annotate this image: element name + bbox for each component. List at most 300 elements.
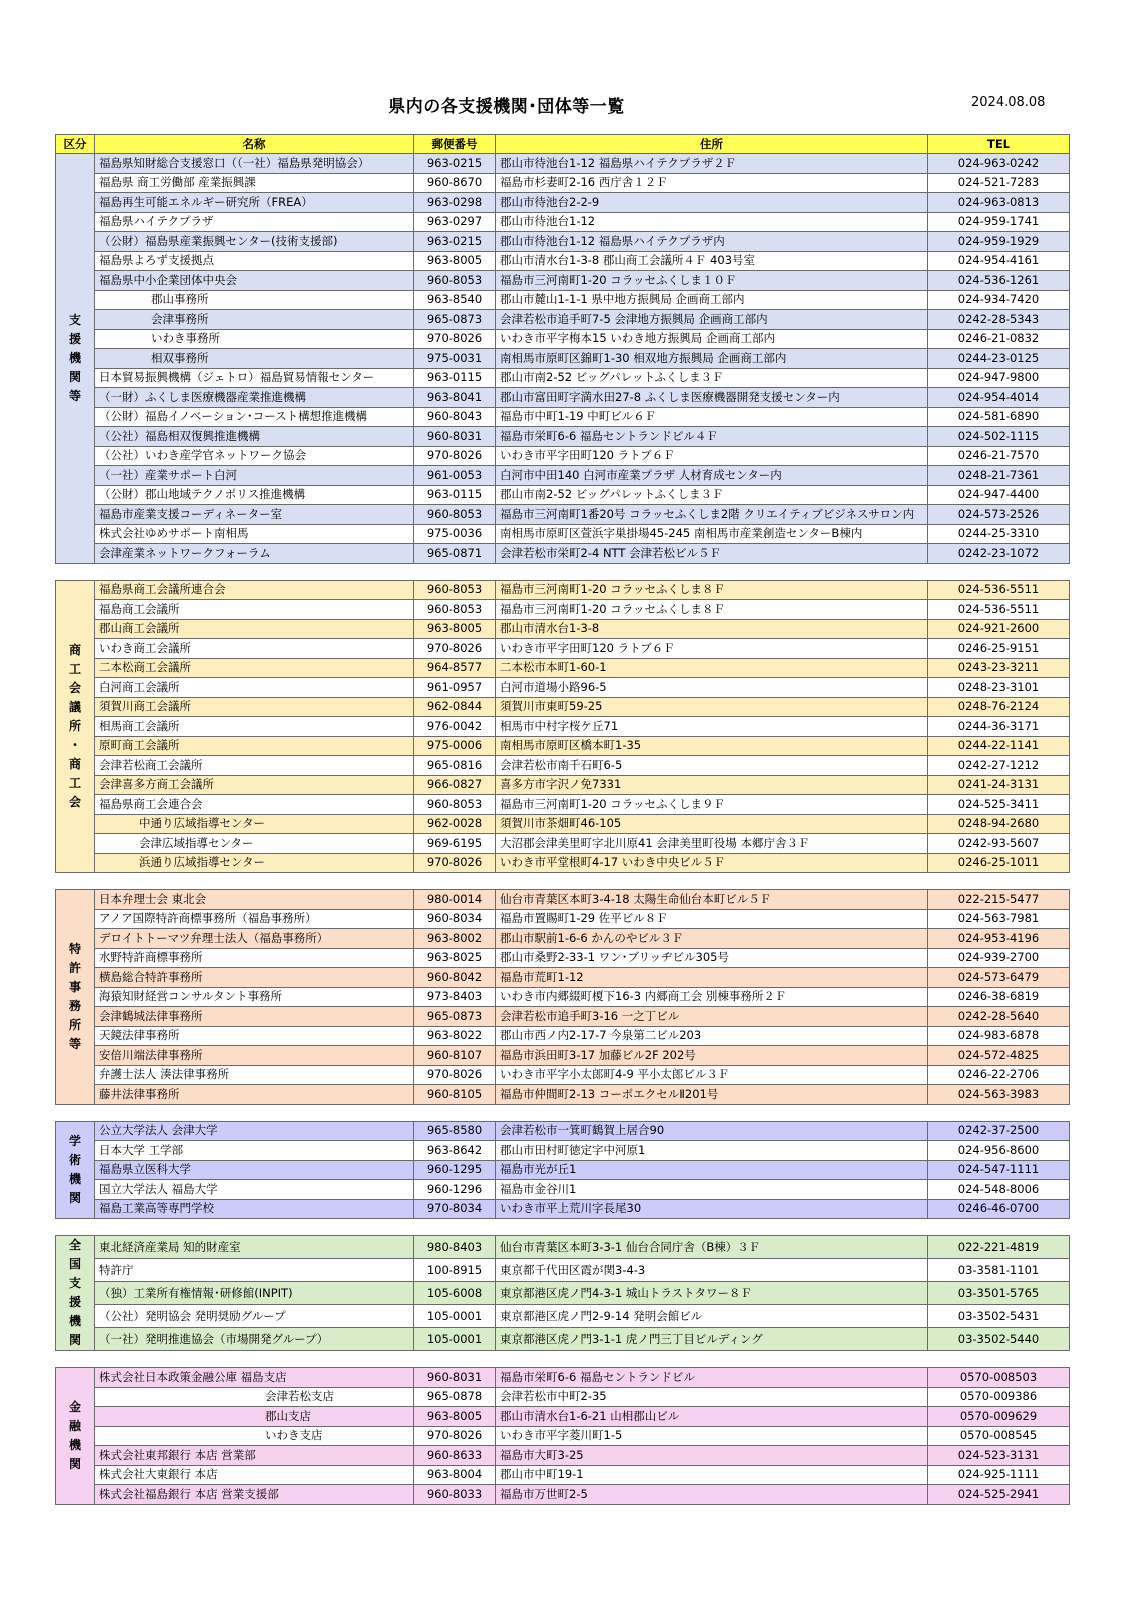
zip-cell: 960-8031 [414, 427, 496, 447]
org-name-cell: （公財）福島イノベーション･コースト構想推進機構 [95, 407, 414, 427]
org-name-cell: 株式会社福島銀行 本店 営業支援部 [95, 1485, 414, 1505]
address-cell: 東京都港区虎ノ門2-9-14 発明会館ビル [496, 1305, 928, 1328]
table-row [56, 678, 1070, 698]
tel-cell: 0244-22-1141 [928, 736, 1070, 756]
org-name-cell: デロイトトーマツ弁理士法人（福島事務所） [95, 929, 414, 949]
tel-cell: 03-3581-1101 [928, 1259, 1070, 1282]
table-row [56, 736, 1070, 756]
address-cell: 郡山市富田町字満水田27-8 ふくしま医療機器開発支援センター内 [496, 388, 928, 408]
address-cell: 須賀川市茶畑町46-105 [496, 814, 928, 834]
table-row [56, 368, 1070, 388]
zip-cell: 980-8403 [414, 1236, 496, 1259]
table-row [56, 271, 1070, 291]
table-row [56, 717, 1070, 737]
org-name-cell: （公社）発明協会 発明奨励グループ [95, 1305, 414, 1328]
org-name-cell: 株式会社大東銀行 本店 [95, 1465, 414, 1485]
tel-cell: 024-525-2941 [928, 1485, 1070, 1505]
table-row [56, 987, 1070, 1007]
org-name-cell: 弁護士法人 湊法律事務所 [95, 1065, 414, 1085]
tel-cell: 0248-21-7361 [928, 466, 1070, 486]
tel-cell: 0246-38-6819 [928, 987, 1070, 1007]
zip-cell: 965-0873 [414, 310, 496, 330]
address-cell: いわき市平堂根町4-17 いわき中央ビル５Ｆ [496, 853, 928, 873]
address-cell: いわき市平字小太郎町4-9 平小太郎ビル３Ｆ [496, 1065, 928, 1085]
org-name-cell: 福島商工会議所 [95, 600, 414, 620]
address-cell: 郡山市駅前1-6-6 かんのやビル３Ｆ [496, 929, 928, 949]
zip-cell: 963-8005 [414, 619, 496, 639]
table-body [56, 154, 1070, 1505]
org-name-cell: 中通り広域指導センター [95, 814, 414, 834]
zip-cell: 975-0036 [414, 524, 496, 544]
table-row [56, 232, 1070, 252]
zip-cell: 976-0042 [414, 717, 496, 737]
org-name-cell: 日本大学 工学部 [95, 1141, 414, 1161]
tel-cell: 0570-008503 [928, 1368, 1070, 1388]
table-row [56, 1065, 1070, 1085]
tel-cell: 024-947-4400 [928, 485, 1070, 505]
org-name-cell: 安倍川端法律事務所 [95, 1046, 414, 1066]
zip-cell: 963-8022 [414, 1026, 496, 1046]
zip-cell: 961-0053 [414, 466, 496, 486]
zip-cell: 960-8105 [414, 1085, 496, 1105]
zip-cell: 962-0028 [414, 814, 496, 834]
table-row [56, 1121, 1070, 1141]
zip-cell: 960-8053 [414, 580, 496, 600]
address-cell: 二本松市本町1-60-1 [496, 658, 928, 678]
zip-cell: 975-0006 [414, 736, 496, 756]
org-name-cell: （公社）いわき産学官ネットワーク協会 [95, 446, 414, 466]
header-row [56, 135, 1070, 154]
org-name-cell: 横島総合特許事務所 [95, 968, 414, 988]
zip-cell: 970-8026 [414, 1426, 496, 1446]
tel-cell: 022-221-4819 [928, 1236, 1070, 1259]
address-cell: 会津若松市栄町2-4 NTT 会津若松ビル５Ｆ [496, 544, 928, 564]
org-name-cell: 国立大学法人 福島大学 [95, 1180, 414, 1200]
org-name-cell: いわき支店 [95, 1426, 414, 1446]
org-name-cell: 福島県 商工労働部 産業振興課 [95, 173, 414, 193]
zip-cell: 960-1295 [414, 1160, 496, 1180]
address-cell: 東京都千代田区霞が関3-4-3 [496, 1259, 928, 1282]
zip-cell: 105-0001 [414, 1328, 496, 1351]
table-row [56, 775, 1070, 795]
category-cell: 学 術 機 関 [56, 1121, 95, 1219]
table-row [56, 485, 1070, 505]
tel-cell: 0248-23-3101 [928, 678, 1070, 698]
table-row [56, 1426, 1070, 1446]
tel-cell: 0241-24-3131 [928, 775, 1070, 795]
section-spacer [56, 1104, 1070, 1121]
org-name-cell: 水野特許商標事務所 [95, 948, 414, 968]
table-row [56, 154, 1070, 174]
tel-cell: 024-502-1115 [928, 427, 1070, 447]
tel-cell: 024-547-1111 [928, 1160, 1070, 1180]
category-cell: 金 融 機 関 [56, 1368, 95, 1505]
table-row [56, 407, 1070, 427]
address-cell: 郡山市南2-52 ビッグパレットふくしま３Ｆ [496, 485, 928, 505]
zip-cell: 105-6008 [414, 1282, 496, 1305]
zip-cell: 964-8577 [414, 658, 496, 678]
org-name-cell: 福島工業高等専門学校 [95, 1199, 414, 1219]
tel-cell: 0242-27-1212 [928, 756, 1070, 776]
table-row [56, 349, 1070, 369]
zip-cell: 970-8026 [414, 853, 496, 873]
table-row [56, 427, 1070, 447]
address-cell: 福島市中町1-19 中町ビル６Ｆ [496, 407, 928, 427]
table-row [56, 890, 1070, 910]
address-cell: 福島市仲間町2-13 コーポエクセルⅡ201号 [496, 1085, 928, 1105]
table-row [56, 834, 1070, 854]
zip-cell: 965-8580 [414, 1121, 496, 1141]
table-row [56, 388, 1070, 408]
org-name-cell: 郡山商工会議所 [95, 619, 414, 639]
table-row [56, 466, 1070, 486]
tel-cell: 024-954-4161 [928, 251, 1070, 271]
zip-cell: 960-8053 [414, 795, 496, 815]
zip-cell: 963-0115 [414, 368, 496, 388]
address-cell: 郡山市麓山1-1-1 県中地方振興局 企画商工部内 [496, 290, 928, 310]
tel-cell: 024-525-3411 [928, 795, 1070, 815]
org-name-cell: （一社）産業サポート白河 [95, 466, 414, 486]
table-row [56, 1465, 1070, 1485]
tel-cell: 0244-23-0125 [928, 349, 1070, 369]
table-row [56, 1259, 1070, 1282]
zip-cell: 965-0878 [414, 1387, 496, 1407]
zip-cell: 960-8033 [414, 1485, 496, 1505]
address-cell: 須賀川市東町59-25 [496, 697, 928, 717]
section-spacer [56, 1219, 1070, 1236]
address-cell: 郡山市中町19-1 [496, 1465, 928, 1485]
org-name-cell: 福島県よろず支援拠点 [95, 251, 414, 271]
directory-table-container [55, 134, 1069, 1505]
address-cell: 福島市大町3-25 [496, 1446, 928, 1466]
org-name-cell: アノア国際特許商標事務所（福島事務所） [95, 909, 414, 929]
zip-cell: 970-8026 [414, 446, 496, 466]
table-row [56, 795, 1070, 815]
zip-cell: 960-8107 [414, 1046, 496, 1066]
zip-cell: 963-8005 [414, 1407, 496, 1427]
table-row [56, 1141, 1070, 1161]
tel-cell: 0243-23-3211 [928, 658, 1070, 678]
address-cell: いわき市内郷綴町榎下16-3 内郷商工会 別棟事務所２Ｆ [496, 987, 928, 1007]
category-cell: 商 工 会 議 所 ・ 商 工 会 [56, 580, 95, 873]
zip-cell: 965-0873 [414, 1007, 496, 1027]
zip-cell: 960-8670 [414, 173, 496, 193]
zip-cell: 960-8031 [414, 1368, 496, 1388]
tel-cell: 0242-23-1072 [928, 544, 1070, 564]
tel-cell: 0242-28-5343 [928, 310, 1070, 330]
tel-cell: 024-536-5511 [928, 600, 1070, 620]
zip-cell: 960-8633 [414, 1446, 496, 1466]
zip-cell: 963-0115 [414, 485, 496, 505]
address-cell: 福島市光が丘1 [496, 1160, 928, 1180]
tel-cell: 0246-21-7570 [928, 446, 1070, 466]
zip-cell: 960-8034 [414, 909, 496, 929]
table-row [56, 1199, 1070, 1219]
address-cell: 郡山市待池台1-12 福島県ハイテクプラザ内 [496, 232, 928, 252]
zip-cell: 960-8053 [414, 505, 496, 525]
tel-cell: 0570-008545 [928, 1426, 1070, 1446]
table-row [56, 446, 1070, 466]
org-name-cell: 藤井法律事務所 [95, 1085, 414, 1105]
table-row [56, 1328, 1070, 1351]
address-cell: いわき市平字田町120 ラトブ６Ｆ [496, 446, 928, 466]
org-name-cell: （独）工業所有権情報･研修館(INPIT) [95, 1282, 414, 1305]
address-cell: 会津若松市中町2-35 [496, 1387, 928, 1407]
tel-cell: 0242-93-5607 [928, 834, 1070, 854]
org-name-cell: 郡山支店 [95, 1407, 414, 1427]
address-cell: 会津若松市南千石町6-5 [496, 756, 928, 776]
address-cell: いわき市平字梅本15 いわき地方振興局 企画商工部内 [496, 329, 928, 349]
address-cell: 福島市栄町6-6 福島セントランドビル４Ｆ [496, 427, 928, 447]
address-cell: 福島市三河南町1番20号 コラッセふくしま2階 クリエイティブビジネスサロン内 [496, 505, 928, 525]
zip-cell: 963-8005 [414, 251, 496, 271]
tel-cell: 0242-37-2500 [928, 1121, 1070, 1141]
table-row [56, 544, 1070, 564]
org-name-cell: （公財）福島県産業振興センター(技術支援部) [95, 232, 414, 252]
table-row [56, 1180, 1070, 1200]
table-row [56, 1007, 1070, 1027]
address-cell: 郡山市西ノ内2-17-7 今泉第二ビル203 [496, 1026, 928, 1046]
address-cell: 福島市金谷川1 [496, 1180, 928, 1200]
org-name-cell: 日本弁理士会 東北会 [95, 890, 414, 910]
table-row [56, 929, 1070, 949]
table-row [56, 1485, 1070, 1505]
tel-cell: 024-563-3983 [928, 1085, 1070, 1105]
zip-cell: 105-0001 [414, 1305, 496, 1328]
table-row [56, 1368, 1070, 1388]
table-row [56, 505, 1070, 525]
zip-cell: 963-8004 [414, 1465, 496, 1485]
zip-cell: 973-8403 [414, 987, 496, 1007]
zip-cell: 970-8026 [414, 1065, 496, 1085]
header-tel: TEL [928, 135, 1070, 154]
table-row [56, 310, 1070, 330]
org-name-cell: 福島県知財総合支援窓口（（一社）福島県発明協会） [95, 154, 414, 174]
address-cell: 福島市荒町1-12 [496, 968, 928, 988]
tel-cell: 0242-28-5640 [928, 1007, 1070, 1027]
table-row [56, 1407, 1070, 1427]
address-cell: 福島市三河南町1-20 コラッセふくしま１０Ｆ [496, 271, 928, 291]
zip-cell: 963-0215 [414, 154, 496, 174]
tel-cell: 0248-76-2124 [928, 697, 1070, 717]
tel-cell: 024-953-4196 [928, 929, 1070, 949]
address-cell: 相馬市中村字桜ケ丘71 [496, 717, 928, 737]
table-row [56, 909, 1070, 929]
org-name-cell: いわき商工会議所 [95, 639, 414, 659]
org-name-cell: （一財）ふくしま医療機器産業推進機構 [95, 388, 414, 408]
tel-cell: 024-521-7283 [928, 173, 1070, 193]
org-name-cell: 福島市産業支援コーディネーター室 [95, 505, 414, 525]
address-cell: 郡山市清水台1-3-8 [496, 619, 928, 639]
tel-cell: 024-573-2526 [928, 505, 1070, 525]
section-spacer [56, 873, 1070, 890]
zip-cell: 963-0298 [414, 193, 496, 213]
zip-cell: 960-8043 [414, 407, 496, 427]
table-row [56, 600, 1070, 620]
zip-cell: 965-0816 [414, 756, 496, 776]
address-cell: 東京都港区虎ノ門4-3-1 城山トラストタワー８Ｆ [496, 1282, 928, 1305]
zip-cell: 970-8026 [414, 329, 496, 349]
org-name-cell: 海猿知財経営コンサルタント事務所 [95, 987, 414, 1007]
org-name-cell: 会津喜多方商工会議所 [95, 775, 414, 795]
address-cell: 郡山市待池台2-2-9 [496, 193, 928, 213]
tel-cell: 03-3502-5440 [928, 1328, 1070, 1351]
zip-cell: 980-0014 [414, 890, 496, 910]
tel-cell: 03-3501-5765 [928, 1282, 1070, 1305]
category-cell: 全 国 支 援 機 関 [56, 1236, 95, 1351]
org-name-cell: 特許庁 [95, 1259, 414, 1282]
table-row [56, 524, 1070, 544]
address-cell: 福島市栄町6-6 福島セントランドビル [496, 1368, 928, 1388]
tel-cell: 0248-94-2680 [928, 814, 1070, 834]
zip-cell: 962-0844 [414, 697, 496, 717]
table-row [56, 948, 1070, 968]
org-name-cell: 会津事務所 [95, 310, 414, 330]
address-cell: 福島市浜田町3-17 加藤ビル2F 202号 [496, 1046, 928, 1066]
address-cell: 仙台市青葉区本町3-4-18 太陽生命仙台本町ビル５Ｆ [496, 890, 928, 910]
zip-cell: 970-8026 [414, 639, 496, 659]
table-row [56, 251, 1070, 271]
address-cell: 南相馬市原町区橋本町1-35 [496, 736, 928, 756]
tel-cell: 024-963-0813 [928, 193, 1070, 213]
tel-cell: 024-581-6890 [928, 407, 1070, 427]
category-cell: 特 許 事 務 所 等 [56, 890, 95, 1105]
tel-cell: 024-983-6878 [928, 1026, 1070, 1046]
address-cell: 郡山市清水台1-3-8 郡山商工会議所４Ｆ 403号室 [496, 251, 928, 271]
address-cell: 郡山市桑野2-33-1 ワン･ブリッヂビル305号 [496, 948, 928, 968]
table-row [56, 853, 1070, 873]
zip-cell: 963-8002 [414, 929, 496, 949]
zip-cell: 963-8025 [414, 948, 496, 968]
address-cell: 福島市三河南町1-20 コラッセふくしま９Ｆ [496, 795, 928, 815]
org-name-cell: 東北経済産業局 知的財産室 [95, 1236, 414, 1259]
address-cell: 大沼郡会津美里町字北川原41 会津美里町役場 本郷庁舎３Ｆ [496, 834, 928, 854]
table-row [56, 290, 1070, 310]
zip-cell: 963-8540 [414, 290, 496, 310]
zip-cell: 960-8042 [414, 968, 496, 988]
org-name-cell: （公財）郡山地域テクノポリス推進機構 [95, 485, 414, 505]
section-spacer [56, 563, 1070, 580]
org-name-cell: 福島県中小企業団体中央会 [95, 271, 414, 291]
tel-cell: 024-536-1261 [928, 271, 1070, 291]
address-cell: 白河市中田140 白河市産業プラザ 人材育成センター内 [496, 466, 928, 486]
address-cell: いわき市平字菱川町1-5 [496, 1426, 928, 1446]
table-row [56, 1046, 1070, 1066]
zip-cell: 963-0215 [414, 232, 496, 252]
tel-cell: 0570-009386 [928, 1387, 1070, 1407]
table-row [56, 173, 1070, 193]
address-cell: 東京都港区虎ノ門3-1-1 虎ノ門三丁目ビルディング [496, 1328, 928, 1351]
org-name-cell: 福島県商工会議所連合会 [95, 580, 414, 600]
org-name-cell: 株式会社ゆめサポート南相馬 [95, 524, 414, 544]
tel-cell: 024-572-4825 [928, 1046, 1070, 1066]
table-row [56, 1282, 1070, 1305]
table-row [56, 756, 1070, 776]
zip-cell: 961-0957 [414, 678, 496, 698]
org-name-cell: 会津鶴城法律事務所 [95, 1007, 414, 1027]
address-cell: 福島市三河南町1-20 コラッセふくしま８Ｆ [496, 580, 928, 600]
header-zip: 郵便番号 [414, 135, 496, 154]
address-cell: 会津若松市追手町7-5 会津地方振興局 企画商工部内 [496, 310, 928, 330]
org-name-cell: （一社）発明推進協会（市場開発グループ） [95, 1328, 414, 1351]
header-category: 区分 [56, 135, 95, 154]
zip-cell: 969-6195 [414, 834, 496, 854]
table-row [56, 619, 1070, 639]
org-name-cell: 天鏡法律事務所 [95, 1026, 414, 1046]
address-cell: 郡山市待池台1-12 福島県ハイテクプラザ２Ｆ [496, 154, 928, 174]
tel-cell: 0244-36-3171 [928, 717, 1070, 737]
address-cell: 喜多方市字沢ノ免7331 [496, 775, 928, 795]
address-cell: いわき市平上荒川字長尾30 [496, 1199, 928, 1219]
tel-cell: 024-921-2600 [928, 619, 1070, 639]
address-cell: いわき市平字田町120 ラトブ６Ｆ [496, 639, 928, 659]
tel-cell: 0570-009629 [928, 1407, 1070, 1427]
table-row [56, 1236, 1070, 1259]
address-cell: 福島市置賜町1-29 佐平ビル８Ｆ [496, 909, 928, 929]
address-cell: 福島市万世町2-5 [496, 1485, 928, 1505]
tel-cell: 024-925-1111 [928, 1465, 1070, 1485]
org-name-cell: 浜通り広域指導センター [95, 853, 414, 873]
tel-cell: 0246-25-1011 [928, 853, 1070, 873]
tel-cell: 03-3502-5431 [928, 1305, 1070, 1328]
zip-cell: 100-8915 [414, 1259, 496, 1282]
tel-cell: 024-536-5511 [928, 580, 1070, 600]
address-cell: 仙台市青葉区本町3-3-1 仙台合同庁舎（B棟）３Ｆ [496, 1236, 928, 1259]
zip-cell: 960-1296 [414, 1180, 496, 1200]
zip-cell: 960-8053 [414, 271, 496, 291]
table-row [56, 639, 1070, 659]
table-row [56, 1305, 1070, 1328]
table-row [56, 329, 1070, 349]
org-name-cell: 会津若松支店 [95, 1387, 414, 1407]
zip-cell: 963-0297 [414, 212, 496, 232]
table-row [56, 580, 1070, 600]
tel-cell: 0246-25-9151 [928, 639, 1070, 659]
org-name-cell: 二本松商工会議所 [95, 658, 414, 678]
tel-cell: 024-959-1929 [928, 232, 1070, 252]
address-cell: 南相馬市原町区萱浜字巣掛場45-245 南相馬市産業創造センターB棟内 [496, 524, 928, 544]
address-cell: 会津若松市一箕町鶴賀上居合90 [496, 1121, 928, 1141]
tel-cell: 0246-22-2706 [928, 1065, 1070, 1085]
table-row [56, 193, 1070, 213]
zip-cell: 966-0827 [414, 775, 496, 795]
tel-cell: 0244-25-3310 [928, 524, 1070, 544]
tel-cell: 024-573-6479 [928, 968, 1070, 988]
tel-cell: 024-548-8006 [928, 1180, 1070, 1200]
org-name-cell: 福島県商工会連合会 [95, 795, 414, 815]
address-cell: 福島市三河南町1-20 コラッセふくしま８Ｆ [496, 600, 928, 620]
zip-cell: 965-0871 [414, 544, 496, 564]
address-cell: 会津若松市追手町3-16 一之丁ビル [496, 1007, 928, 1027]
org-name-cell: 相馬商工会議所 [95, 717, 414, 737]
tel-cell: 0246-46-0700 [928, 1199, 1070, 1219]
org-name-cell: 福島県ハイテクプラザ [95, 212, 414, 232]
table-row [56, 1026, 1070, 1046]
org-name-cell: 須賀川商工会議所 [95, 697, 414, 717]
table-row [56, 1160, 1070, 1180]
section-spacer [56, 1351, 1070, 1368]
table-row [56, 1387, 1070, 1407]
zip-cell: 960-8053 [414, 600, 496, 620]
tel-cell: 0246-21-0832 [928, 329, 1070, 349]
org-name-cell: 相双事務所 [95, 349, 414, 369]
tel-cell: 024-963-0242 [928, 154, 1070, 174]
address-cell: 郡山市田村町徳定字中河原1 [496, 1141, 928, 1161]
zip-cell: 963-8041 [414, 388, 496, 408]
org-name-cell: （公社）福島相双復興推進機構 [95, 427, 414, 447]
directory-table [55, 134, 1070, 1505]
tel-cell: 024-954-4014 [928, 388, 1070, 408]
